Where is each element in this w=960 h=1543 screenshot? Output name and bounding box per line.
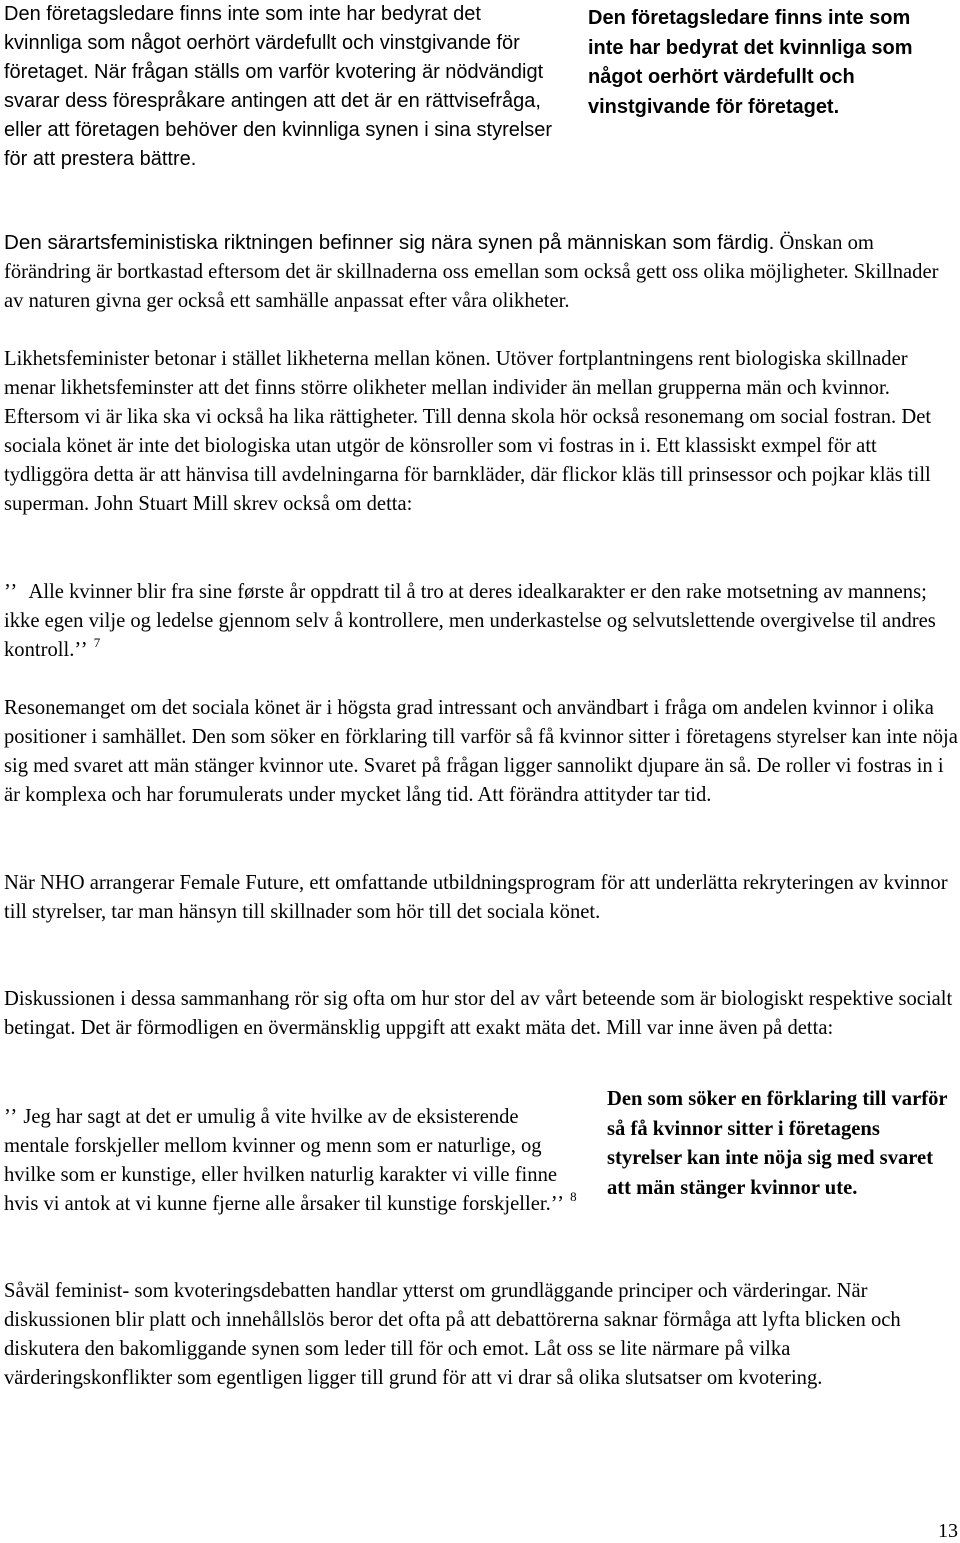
nho-paragraph: När NHO arrangerar Female Future, ett omfattande utbildningsprogram för att underlätta rekryteringen av kvinnor till styrelser, tar man hänsyn till skillnader som hör till det sociala könet.	[4, 872, 948, 923]
quote-close-mark: ’’	[74, 639, 89, 661]
intro-paragraph: Den företagsledare finns inte som inte har bedyrat det kvinnliga som något oerhört värdefullt och vinstgivande för företaget. När frågan ställs om varför kvotering är nödvändigt svarar dess förespråkare antingen att det är en rättvisefråga, eller att företagen behöver den kvinnliga synen i sina styrelser för att prestera bättre.	[4, 3, 553, 170]
diskussion-paragraph: Diskussionen i dessa sammanhang rör sig ofta om hur stor del av vårt beteende som är biologiskt respektive socialt betingat. Det är förmodligen en övermänsklig uppgift att exakt mäta det. Mill var inne även på detta:	[4, 988, 953, 1039]
sarart-body: Önskan om förändring är bortkastad eftersom det är skillnaderna oss emellan som också gett oss olika möjligheter. Skillnader av naturen givna ger också ett samhälle anpassat efter våra olikheter.	[4, 232, 939, 312]
block-quote	[4, 1103, 584, 1219]
block-quote	[4, 578, 960, 665]
pull-quote: Den företagsledare finns inte som inte har bedyrat det kvinnliga som något oerhört värdefullt och vinstgivande för företaget.	[588, 7, 913, 118]
likhets-paragraph: Likhetsfeminister betonar i stället likheterna mellan könen. Utöver fortplantningens rent biologiska skillnader menar likhetsfeminster att det finns större olikheter mellan individer än mellan grupperna män och kvinnor. Eftersom vi är lika ska vi också ha lika rättigheter. Till denna skola hör också resonemang om social fostran. Det sociala könet är inte det biologiska utan utgör de könsroller som vi fostras in i. Ett klassiskt exmpel för att tydliggöra detta är att hänvisa till avdelningarna för barnkläder, där flickor kläs till prinsessor och pojkar kläs till superman. John Stuart Mill skrev också om detta:	[4, 348, 932, 515]
quote-open-mark: ’’	[4, 1106, 19, 1128]
page-number: 13	[938, 1520, 958, 1542]
closing-paragraph: Såväl feminist- som kvoteringsdebatten handlar ytterst om grundläggande principer och värderingar. När diskussionen blir platt och innehållslös beror det ofta på att debattörerna saknar förmåga att lyfta blicken och diskutera den bakomliggande synen som leder till för och emot. Låt oss se lite närmare på vilka värderingskonflikter som egentligen ligger till grund för att vi drar så olika slutsatser om kvotering.	[4, 1280, 901, 1389]
quote-text: Alle kvinner blir fra sine første år oppdratt til å tro at deres idealkarakter er den rake motsetning av mannens; ikke egen vilje og ledelse gjennom selv å kontrollere, men underkastelse og selvutslettende overgivelse til andres kontroll.	[4, 581, 936, 661]
footnote-ref: 7	[93, 635, 101, 650]
resonemang-paragraph: Resonemanget om det sociala könet är i högsta grad intressant och användbart i fråga om andelen kvinnor i olika positioner i samhället. Den som söker en förklaring till varför så få kvinnor sitter i företagens styrelser kan inte nöja sig med svaret att män stänger kvinnor ute. Svaret på frågan ligger sannolikt djupare än så. De roller vi fostras in i är komplexa och har forumulerats under mycket lång tid. Att förändra attityder tar tid.	[4, 697, 958, 806]
sarart-paragraph	[4, 228, 960, 316]
pull-quote: Den som söker en förklaring till varför så få kvinnor sitter i företagens styrelser kan inte nöja sig med svaret att män stänger kvinnor ute.	[607, 1088, 948, 1199]
quote-text: Jeg har sagt at det er umulig å vite hvilke av de eksisterende mentale forskjeller mellom kvinner og menn som er naturlige, og hvilke som er kunstige, eller hvilken naturlig karakter vi ville finne hvis vi antok at vi kunne fjerne alle årsaker til kunstige forskjeller.	[4, 1106, 558, 1215]
quote-close-mark: ’’	[550, 1193, 565, 1215]
footnote-ref: 8	[570, 1189, 577, 1204]
quote-open-mark: ’’	[4, 581, 19, 603]
sarart-lead-sentence: Den särartsfeministiska riktningen befinner sig nära synen på människan som färdig.	[4, 231, 775, 254]
